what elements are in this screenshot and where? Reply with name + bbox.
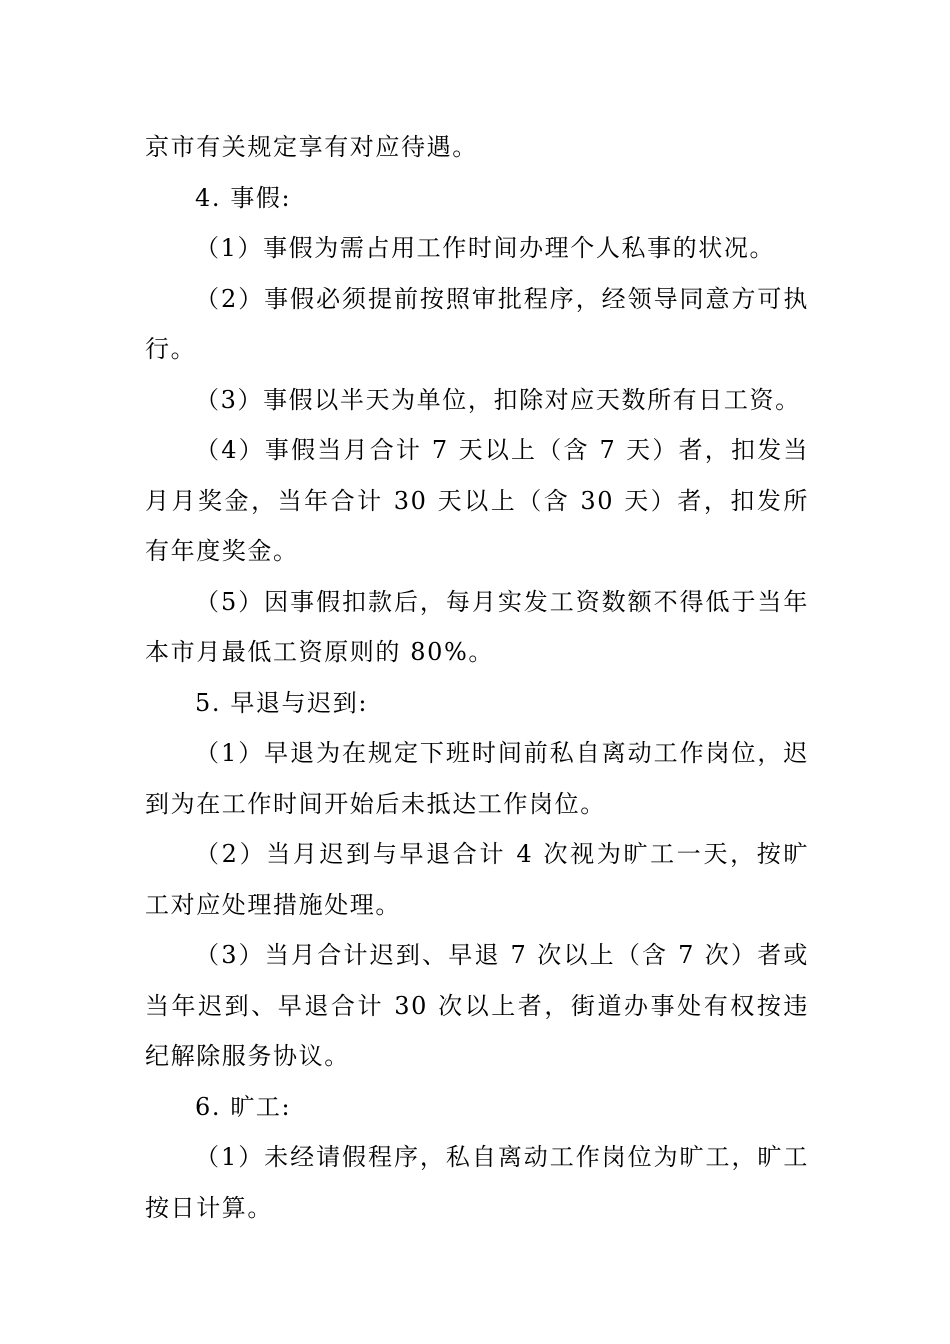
paragraph-continuation: 京市有关规定享有对应待遇。 — [145, 133, 478, 161]
paragraph-item: （1）事假为需占用工作时间办理个人私事的状况。 — [195, 234, 776, 262]
document-body — [145, 122, 809, 1233]
section-heading-early-leave-late: 5. 早退与迟到: — [195, 688, 369, 717]
paragraph-item: （1）未经请假程序，私自离动工作岗位为旷工，旷工按日计算。 — [145, 1143, 809, 1222]
section-heading-personal-leave: 4. 事假: — [195, 183, 292, 212]
paragraph-item: （4）事假当月合计 7 天以上（含 7 天）者，扣发当月月奖金，当年合计 30 天以上（含 30 天）者，扣发所有年度奖金。 — [145, 436, 809, 565]
paragraph-item: （3）当月合计迟到、早退 7 次以上（含 7 次）者或当年迟到、早退合计 30 次以上者，街道办事处有权按违纪解除服务协议。 — [145, 941, 809, 1070]
section-heading-absenteeism: 6. 旷工: — [195, 1092, 292, 1121]
paragraph-item: （1）早退为在规定下班时间前私自离动工作岗位，迟到为在工作时间开始后未抵达工作岗位。 — [145, 739, 809, 818]
paragraph-item: （2）当月迟到与早退合计 4 次视为旷工一天，按旷工对应处理措施处理。 — [145, 840, 809, 919]
paragraph-item: （2）事假必须提前按照审批程序，经领导同意方可执行。 — [145, 284, 809, 363]
paragraph-item: （5）因事假扣款后，每月实发工资数额不得低于当年本市月最低工资原则的 80%。 — [145, 587, 809, 666]
paragraph-item: （3）事假以半天为单位，扣除对应天数所有日工资。 — [195, 385, 801, 414]
